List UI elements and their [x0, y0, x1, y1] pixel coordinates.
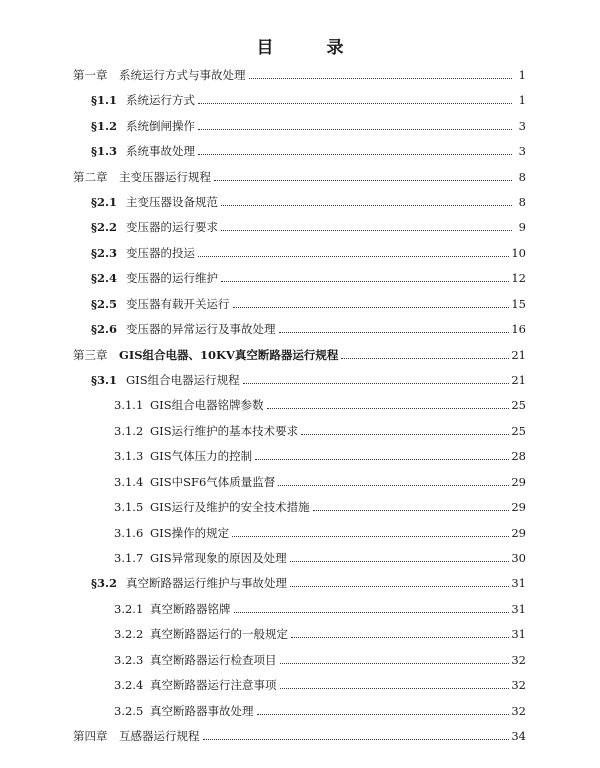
- toc-entry-text: 真空断路器运行的一般规定: [150, 627, 288, 641]
- toc-entry-text: 主变压器设备规范: [126, 195, 218, 209]
- toc-entry-text: GIS中SF6气体质量监督: [150, 475, 276, 489]
- toc-entry-page: 31: [511, 576, 526, 590]
- dot-leader: [233, 307, 510, 308]
- toc-entry-number: §2.5: [91, 297, 118, 311]
- toc-entry-page: 31: [511, 627, 526, 641]
- toc-entry-number: §1.2: [91, 119, 118, 133]
- dot-leader: [290, 561, 510, 562]
- toc-entry-page: 3: [518, 119, 526, 133]
- dot-leader: [257, 714, 510, 715]
- toc-entry-number: 3.2.2: [114, 627, 144, 641]
- toc-entry-number: §2.3: [91, 246, 118, 260]
- toc-entry-number: 3.1.6: [114, 526, 144, 540]
- toc-entry-number: §1.3: [91, 144, 118, 158]
- toc-entry[interactable]: [91, 242, 526, 260]
- dot-leader: [198, 154, 512, 155]
- dot-leader: [198, 129, 512, 130]
- toc-entry-page: 15: [511, 297, 526, 311]
- dot-leader: [243, 383, 510, 384]
- dot-leader: [221, 205, 512, 206]
- dot-leader: [234, 612, 510, 613]
- toc-entry-page: 1: [518, 93, 526, 107]
- toc-entry-page: 3: [518, 144, 526, 158]
- toc-entry-text: GIS组合电器、10KV真空断路器运行规程: [119, 348, 339, 362]
- toc-entry-text: 真空断路器运行检查项目: [150, 653, 277, 667]
- toc-entry-number: 3.1.2: [114, 424, 144, 438]
- toc-entry-text: 真空断路器事故处理: [150, 704, 254, 718]
- toc-entry-text: 变压器的运行要求: [126, 220, 218, 234]
- dot-leader: [313, 510, 510, 511]
- toc-title: 目 录: [256, 38, 362, 58]
- dot-leader: [255, 459, 509, 460]
- toc-entry[interactable]: [91, 293, 526, 311]
- toc-entry-page: 16: [511, 322, 526, 336]
- dot-leader: [280, 663, 510, 664]
- toc-entry-number: 3.1.4: [114, 475, 144, 489]
- dot-leader: [290, 586, 509, 587]
- toc-entry[interactable]: [91, 267, 526, 285]
- toc-entry-page: 1: [518, 68, 526, 82]
- toc-entry[interactable]: [114, 420, 526, 438]
- toc-entry-page: 29: [511, 526, 526, 540]
- toc-entry-number: 第四章: [73, 729, 108, 743]
- toc-entry[interactable]: [91, 191, 526, 209]
- toc-entry-text: GIS组合电器运行规程: [126, 373, 240, 387]
- toc-entry[interactable]: [91, 216, 526, 234]
- dot-leader: [291, 637, 509, 638]
- toc-entry-text: 变压器的投运: [126, 246, 195, 260]
- toc-entry[interactable]: [91, 115, 526, 133]
- dot-leader: [221, 281, 509, 282]
- toc-entry-page: 9: [518, 220, 526, 234]
- toc-entry-page: 8: [518, 195, 526, 209]
- dot-leader: [267, 408, 510, 409]
- toc-entry-text: 主变压器运行规程: [119, 170, 211, 184]
- dot-leader: [198, 256, 509, 257]
- toc-entry-number: 3.2.5: [114, 704, 144, 718]
- toc-entry-page: 12: [511, 271, 526, 285]
- toc-entry-number: §2.6: [91, 322, 118, 336]
- toc-entry-number: 3.1.3: [114, 449, 144, 463]
- dot-leader: [280, 688, 510, 689]
- toc-entry-text: 变压器的异常运行及事故处理: [126, 322, 276, 336]
- dot-leader: [301, 434, 509, 435]
- toc-entry-text: 互感器运行规程: [119, 729, 200, 743]
- toc-entry-text: 系统倒闸操作: [126, 119, 195, 133]
- toc-entry[interactable]: [73, 725, 526, 743]
- toc-entry-number: §3.1: [91, 373, 118, 387]
- toc-entry-number: §2.2: [91, 220, 118, 234]
- toc-entry[interactable]: [114, 547, 526, 565]
- dot-leader: [278, 485, 509, 486]
- dot-leader: [221, 230, 512, 231]
- toc-entry[interactable]: [73, 64, 526, 82]
- toc-entry-number: 3.2.3: [114, 653, 144, 667]
- toc-entry[interactable]: [114, 649, 526, 667]
- toc-entry-text: GIS气体压力的控制: [150, 449, 253, 463]
- toc-entry[interactable]: [91, 369, 526, 387]
- toc-entry[interactable]: [91, 140, 526, 158]
- toc-entry-page: 31: [511, 602, 526, 616]
- toc-entry-page: 25: [511, 398, 526, 412]
- toc-entry-text: 真空断路器运行维护与事故处理: [126, 576, 287, 590]
- toc-entry-page: 10: [511, 246, 526, 260]
- toc-entry-number: 3.1.1: [114, 398, 144, 412]
- toc-entry-page: 32: [511, 704, 526, 718]
- toc-entry-number: §1.1: [91, 93, 118, 107]
- toc-entry-number: §2.4: [91, 271, 118, 285]
- toc-entry-number: 第一章: [73, 68, 108, 82]
- toc-entry-number: 3.2.4: [114, 678, 144, 692]
- toc-entry[interactable]: [114, 623, 526, 641]
- toc-entry-number: 3.1.5: [114, 500, 144, 514]
- toc-entry[interactable]: [114, 445, 526, 463]
- toc-entry[interactable]: [114, 674, 526, 692]
- toc-entry[interactable]: [73, 344, 526, 362]
- dot-leader: [341, 358, 509, 359]
- toc-entry-text: GIS运行维护的基本技术要求: [150, 424, 299, 438]
- toc-entry-page: 30: [511, 551, 526, 565]
- dot-leader: [279, 332, 510, 333]
- toc-entry-page: 21: [511, 348, 526, 362]
- dot-leader: [249, 78, 513, 79]
- toc-entry-text: 系统运行方式: [126, 93, 195, 107]
- toc-entry-text: GIS组合电器铭牌参数: [150, 398, 264, 412]
- toc-entry-number: 第二章: [73, 170, 108, 184]
- toc-entry-text: 系统运行方式与事故处理: [119, 68, 246, 82]
- toc-entry-number: 3.2.1: [114, 602, 144, 616]
- toc-entry-text: 真空断路器运行注意事项: [150, 678, 277, 692]
- toc-entry[interactable]: [91, 89, 526, 107]
- toc-entry-page: 28: [511, 449, 526, 463]
- dot-leader: [232, 536, 509, 537]
- toc-entry-page: 32: [511, 653, 526, 667]
- dot-leader: [203, 739, 510, 740]
- toc-entry-page: 25: [511, 424, 526, 438]
- toc-entry-text: 变压器有载开关运行: [126, 297, 230, 311]
- toc-entry-page: 21: [511, 373, 526, 387]
- toc-entry[interactable]: [114, 522, 526, 540]
- toc-entry-text: GIS运行及维护的安全技术措施: [150, 500, 310, 514]
- dot-leader: [214, 180, 512, 181]
- toc-entry[interactable]: [114, 598, 526, 616]
- toc-entry[interactable]: [91, 572, 526, 590]
- toc-entry-text: 系统事故处理: [126, 144, 195, 158]
- toc-entry-number: 第三章: [73, 348, 108, 362]
- toc-entry-page: 34: [511, 729, 526, 743]
- toc-entry-text: GIS操作的规定: [150, 526, 230, 540]
- toc-entry-number: 3.1.7: [114, 551, 144, 565]
- toc-entry-page: 8: [518, 170, 526, 184]
- toc-entry-number: §3.2: [91, 576, 118, 590]
- toc-entry[interactable]: [114, 496, 526, 514]
- toc-entry-text: 真空断路器铭牌: [150, 602, 231, 616]
- toc-entry[interactable]: [73, 166, 526, 184]
- toc-entry[interactable]: [91, 318, 526, 336]
- dot-leader: [198, 103, 512, 104]
- toc-entry[interactable]: [114, 700, 526, 718]
- toc-entry-page: 29: [511, 500, 526, 514]
- toc-entry[interactable]: [114, 471, 526, 489]
- toc-entry-text: 变压器的运行维护: [126, 271, 218, 285]
- toc-entry-page: 32: [511, 678, 526, 692]
- toc-entry-page: 29: [511, 475, 526, 489]
- toc-entry-number: §2.1: [91, 195, 118, 209]
- toc-entry[interactable]: [114, 394, 526, 412]
- toc-entry-text: GIS异常现象的原因及处理: [150, 551, 287, 565]
